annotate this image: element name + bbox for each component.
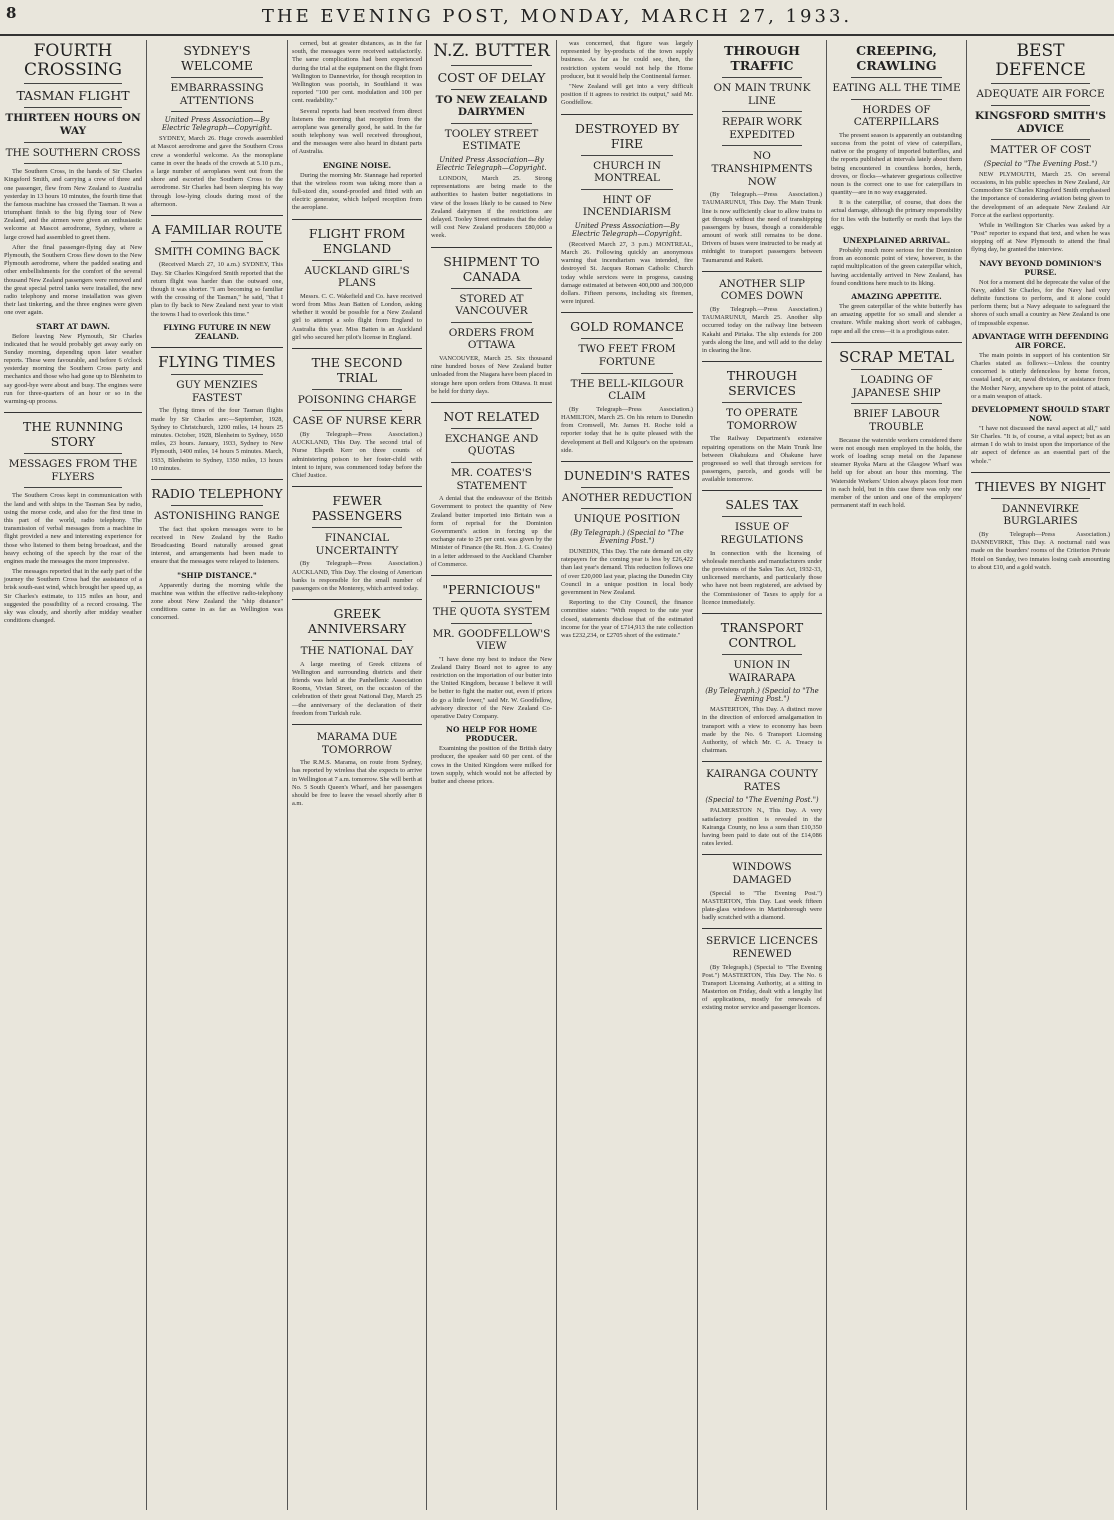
headline: SCRAP METAL (838, 347, 955, 366)
section-subhead: ADVANTAGE WITH DEFENDING AIR FORCE. (972, 331, 1109, 350)
headline: COST OF DELAY (437, 69, 546, 85)
headline: A FAMILIAR ROUTE (151, 221, 283, 237)
article-body: "I have done my best to induce the New Zealand Dairy Board not to agree to any restriction on the importation of our butter into the United Kingdom, because I believe it will be better to fight the matter out, even if prices do go a little lower," said Mr. W. Goodfellow, advisory director of the New Zealand Co-operative Dairy Company. (431, 655, 552, 721)
article-body: The green caterpillar of the white butterfly has an amazing appetite for so small and slender a creature. While making short work of cabbages, rape and all the cress—it is a prodigious eater. (831, 302, 962, 335)
headline: N.Z. BUTTER (433, 41, 550, 61)
subheadline: ASTONISHING RANGE (154, 509, 280, 522)
wire-credit: (By Telegraph.) (Special to "The Evening Post.") (705, 687, 819, 704)
subheadline: UNIQUE POSITION (573, 513, 681, 526)
subheadline: THE QUOTA SYSTEM (432, 605, 551, 618)
subheadline: KINGSFORD SMITH'S ADVICE (975, 109, 1106, 135)
article-body: A large meeting of Greek citizens of Wellington and surrounding districts and their friends was held at the Panhellenic Association Rooms, Vivian Street, on the occasion of the celebration of their great National Day, March 25—the anniversary of the declaration of their freedom from Turkish rule. (292, 660, 422, 717)
headline: SHIPMENT TO CANADA (443, 253, 540, 284)
headline: FOURTH CROSSING (24, 41, 122, 80)
headline: SALES TAX (725, 497, 799, 513)
headline: GREEK ANNIVERSARY (307, 606, 407, 637)
subheadline: CHURCH IN MONTREAL (593, 159, 661, 185)
subheadline: MR. GOODFELLOW'S VIEW (432, 627, 551, 653)
article-body: Examining the position of the British dairy producer, the speaker said 60 per cent. of the cows in the United Kingdom were milked for town supply, which would not be affected by butter and cheese prices. (431, 745, 552, 785)
subheadline: NO TRANSHIPMENTS NOW (711, 150, 813, 188)
headline: BEST DEFENCE (995, 41, 1086, 80)
article-body: The Southern Cross, in the hands of Sir Charles Kingsford Smith, and carrying a crew of three and one passenger, flew from New Zealand to Australia yesterday in 13 hours 10 minutes, the fourth time that the famous machine has crossed the Tasman. It was a triumphant finish to the big flying tour of New Zealand, and the airmen were given an enthusiastic welcome at Mascot aerodrome, Sydney, where a large crowd had assembled to greet them. After the final passenger-flying day at New Plymouth, the Southern Cross flew down to the New Plymouth aerodrome, where the padded seating and other embellishments for the comfort of the several thousand New Zealand passengers were removed and the great special petrol tanks were installed, the new radio telephony and morse installation was given their last tinkering, and the three engines were given one over again. (4, 168, 142, 317)
subheadline: ANOTHER REDUCTION (561, 491, 693, 504)
headline: RADIO TELEPHONY (151, 485, 283, 501)
subheadline: MR. COATES'S STATEMENT (451, 467, 532, 492)
subheadline: TOOLEY STREET ESTIMATE (444, 127, 539, 153)
wire-credit: (Special to "The Evening Post.") (983, 159, 1098, 168)
wire-credit: United Press Association—By Electric Telegraph—Copyright. (161, 116, 273, 133)
article-body: Messrs. C. C. Wakefield and Co. have received word from Miss Jean Batten of London, asking whether it would be possible for a New Zealand girl to attempt a solo flight from England to Australia this year. Miss Batten is an Auckland girl who secured her pilot's license in England. (292, 292, 422, 341)
subheadline: SMITH COMING BACK (154, 245, 280, 258)
article-body: NEW PLYMOUTH, March 25. On several occasions, in his public speeches in New Zealand, Air Commodore Sir Charles Kingsford Smith emphasised the importance of considering aviation being given to the development of an adequate New Zealand Air Force at the earliest opportunity. While in Wellington Sir Charles was asked by a "Post" reporter to expand that text, and when he was stopping off at New Plymouth to attend the final flying day, he granted the interview. (971, 170, 1110, 254)
article-body: LONDON, March 25. Strong representations are being made to the authorities to hasten butter negotiations in view of the losses likely to be caused to New Zealand dairymen if the restrictions are delayed. Tooley Street estimates that the delay will cost New Zealand producers £80,000 a week. (431, 175, 552, 240)
headline: SERVICE LICENCES RENEWED (705, 935, 819, 960)
article-body: The flying times of the four Tasman flights made by Sir Charles are:—September, 1928, Sydney to Christchurch, 1200 miles, 14 hours 25 minutes. October, 1928, Blenheim to Sydney, 1650 miles, 23 hours. January, 1933, Sydney to New Plymouth, 1400 miles, 14 hours 5 minutes. March, 1933, Blenheim to Sydney, 1350 miles, 13 hours 10 minutes. (151, 407, 283, 472)
article-body: A denial that the endeavour of the British Government to protect the quantity of New Zealand butter imported into Britain was a form of reprisal for the Dominion Government's action in forcing up the exchange rate to 25 per cent. was given by the Minister of Finance (the Rt. Hon. J. G. Coates) in a letter addressed to the Auckland Chamber of Commerce. (431, 495, 552, 568)
headline: THE RUNNING STORY (22, 419, 124, 450)
column-3 (288, 40, 426, 1510)
subheadline: LOADING OF JAPANESE SHIP (852, 374, 941, 399)
subheadline: TWO FEET FROM FORTUNE (578, 343, 676, 368)
subheadline: ORDERS FROM OTTAWA (448, 326, 535, 352)
headline: CREEPING, CRAWLING (856, 43, 937, 73)
headline: TRANSPORT CONTROL (720, 619, 804, 650)
headline: FLYING TIMES (158, 352, 276, 371)
article-body: MASTERTON, This Day. A distinct move in the direction of enforced amalgamation in transport with a view to economy has been made by the No. 6 Transport Licensing Authority, of which Mr. C. A. Treacy is chairman. (702, 706, 822, 755)
article-body: cerned, but at greater distances, as in the far south, the messages were received satisfactorily. The same complications had been experienced during the trial at the equipment on the flight from Wellington to Dannevirke, for though reception in Wellington was poorish, in Southland it was reported "100 per cent. modulation and 100 per cent. readability." Several reports had been received from direct listeners the morning that reception from the aeroplane was generally good, he said. In the far south telephony was well received throughout, and the messages were also heard in distant parts of Australia. (292, 40, 422, 156)
headline: THROUGH TRAFFIC (724, 43, 800, 73)
column-4 (427, 40, 556, 1510)
article-body: Probably much more serious for the Dominion from an economic point of view, however, is the rapid multiplication of the green caterpillar which, having accidentally arrived in New Zealand, has found conditions here much to its liking. (831, 247, 962, 287)
column-2 (147, 40, 287, 1510)
section-subhead: "SHIP DISTANCE." (177, 570, 257, 580)
subheadline: GUY MENZIES FASTEST (176, 379, 258, 404)
section-subhead: AMAZING APPETITE. (851, 291, 942, 301)
article-body: Before leaving New Plymouth, Sir Charles indicated that he would probably get away early on Sunday morning, depending upon later weather reports. These were favourable, and before 6 o'clock yesterday morning the Southern Cross party and mechanics and those who had gone up to Blenheim to say good-bye were about and busy. The engines were run for three-quarters of an hour or so in the warming-up process. (4, 332, 142, 406)
subheadline: UNION IN WAIRARAPA (728, 658, 796, 684)
subheadline: MESSAGES FROM THE FLYERS (8, 458, 138, 483)
masthead (0, 0, 1114, 36)
newspaper-title: THE EVENING POST, MONDAY, MARCH 27, 1933. (261, 6, 853, 27)
article-body: was concerned, that figure was largely represented by by-products of the town supply business. As far as he could see, then, the restriction system would not help the Home producer, but it would help the Continental farmer. "New Zealand will get into a very difficult position if it agrees to restrict its output," said Mr. Goodfellow. (561, 40, 693, 107)
subheadline: EMBARRASSING ATTENTIONS (170, 82, 264, 107)
subheadline: HORDES OF CATERPILLARS (853, 103, 940, 129)
article-body: The fact that spoken messages were to be received in New Zealand by the Radio Broadcasting Board naturally aroused great interest, and arrangements had been made to ensure that the messages were relayed to listeners. (151, 525, 283, 566)
article-body: The Southern Cross kept in communication with the land and with ships in the Tasman Sea by radio, using the morse code, and also for the first time in this part of the world, radio telephony. The transmission of verbal messages from a machine in flight provided a new and interesting experience for those who listened to them being broadcast, and the heavy echoing of the speech by the roar of the engines made the messages the more impressive. The messages reported that in the early part of the journey the Southern Cross had the assistance of a brisk south-east wind, which brought her speed up, as Sir Charles's estimate, to 115 miles an hour, and suggested the possibility of a record crossing. The sky was cloudy, and shortly after midday weather conditions changed. (4, 492, 142, 625)
article-body: VANCOUVER, March 25. Six thousand nine hundred boxes of New Zealand butter unloaded from the Niagara have been placed in storage here upon orders from Ottawa. It must be held for thirty days. (431, 354, 552, 395)
section-subhead: DEVELOPMENT SHOULD START NOW. (971, 404, 1110, 423)
article-body: (By Telegraph.—Press Association.) TAUMARUNUI, This Day. The Main Trunk line is now sufficiently clear to allow trains to get through without the need of transhipping passengers by buses, though a considerable amount of work still remains to be done. Drivers of buses were instructed to be ready at midnight to transport passengers between Taumarunui and Raketi. (702, 191, 822, 264)
article-body: (By Telegraph.—Press Association.) TAUMARUNUI, March 25. Another slip occurred today on the railway line between Kakahi and Piriaka. The slip extends for 200 yards along the line, and will add to the delay in clearing the line. (702, 306, 822, 354)
headline: FLIGHT FROM ENGLAND (308, 225, 406, 256)
headline: SYDNEY'S WELCOME (180, 43, 253, 73)
subheadline: AUCKLAND GIRL'S PLANS (304, 264, 410, 290)
subheadline: ON MAIN TRUNK LINE (713, 82, 811, 107)
wire-credit: United Press Association—By Electric Telegraph—Copyright. (571, 221, 683, 238)
subheadline: ISSUE OF REGULATIONS (720, 521, 804, 547)
headline: DESTROYED BY FIRE (574, 120, 680, 151)
headline: THROUGH SERVICES (726, 368, 798, 399)
subheadline: HINT OF INCENDIARISM (582, 193, 672, 219)
article-body: (Special to "The Evening Post.") MASTERTON, This Day. Last week fifteen plate-glass windows in Martinborough were badly scratched with a diamond. (702, 889, 822, 922)
wire-credit: United Press Association—By Electric Telegraph—Copyright. (436, 156, 547, 173)
article-body: (By Telegraph—Press Association.) DANNEVIRKE, This Day. A nocturnal raid was made on the boarders' rooms of the Criterion Private Hotel on Sunday, two inmates losing cash amounting to about £10, and a gold watch. (971, 531, 1110, 571)
subheadline: TO NEW ZEALAND DAIRYMEN (435, 93, 548, 119)
headline: GOLD ROMANCE (570, 319, 684, 335)
column-6 (698, 40, 826, 1510)
article-body: (By Telegraph—Press Association.) HAMILTON, March 25. On his return to Dunedin from Cromwell, Mr. James H. Roche told a reporter today that he is quite pleased with the development at Bell and Kilgour's on the upstream side. (561, 405, 693, 454)
article-body: (By Telegraph—Press Association.) AUCKLAND, This Day. The closing of American banks is responsible for the small number of passengers on the Monterey, which arrived today. (292, 560, 422, 592)
column-5 (557, 40, 697, 1510)
subheadline: THIRTEEN HOURS ON WAY (5, 112, 141, 137)
headline: WINDOWS DAMAGED (732, 861, 792, 886)
article-body: Apparently during the morning while the machine was within the effective radio-telephony zone about New Zealand the "ship distance" conditions came in as far as Wellington was concerned. (151, 581, 283, 622)
headline: DUNEDIN'S RATES (563, 467, 691, 483)
subheadline: ADEQUATE AIR FORCE (976, 88, 1105, 101)
article-body: The present season is apparently an outstanding success from the point of view of caterpillars, native or the progeny of imported butterflies, and the reports published at intervals lately about them being encountered in countless hordes, herds, droves, or flocks—whatever gregarious collective noun is the correct one to use for caterpillars in quantity—are in no way exaggerated. It is the caterpillar, of course, that does the actual damage, although the primary responsibility for it lies with the butterfly or moth that lays the eggs. (831, 131, 962, 231)
article-body: The R.M.S. Marama, on route from Sydney, has reported by wireless that she expects to arrive in Wellington at 7 a.m. tomorrow. She will berth at No. 5 South Queen's Wharf, and her passengers should be free to leave the vessel shortly after 8 a.m. (292, 759, 422, 808)
article-body: During the morning Mr. Stannage had reported that the wireless room was taking more than a full-sized din, sound-proofed and fitted with an electric generator, which helped reception from the aeroplane. (292, 171, 422, 212)
headline: FEWER PASSENGERS (311, 493, 403, 524)
subheadline: REPAIR WORK EXPEDITED (722, 116, 802, 141)
headline: KAIRANGA COUNTY RATES (706, 768, 818, 793)
headline: THE SECOND TRIAL (311, 354, 403, 385)
wire-credit: (Special to "The Evening Post.") (705, 796, 819, 805)
page-number: 8 (6, 4, 17, 22)
subheadline: FINANCIAL UNCERTAINTY (315, 532, 399, 557)
headline: THIEVES BY NIGHT (975, 478, 1106, 494)
article-body: (By Telegraph—Press Association.) AUCKLAND, This Day. The second trial of Nurse Elspeth Kerr on three counts of administering poison to her foster-child with intent to injure, was commenced today before the Chief Justice. (292, 431, 422, 479)
article-body: Not for a moment did he deprecate the value of the Navy, added Sir Charles, for the Navy had very definite functions to perform, and it alone could perform them; but a Navy adequate to safeguard the shores of such small a country as New Zealand is one of impossible expense. (971, 278, 1110, 327)
article-body: The Railway Department's extensive repairing operations on the Main Trunk line between Okahukura and Ohakune have progressed so well that through services for passengers, parcels, and goods will be available tomorrow. (702, 435, 822, 484)
column-8 (967, 40, 1114, 1510)
subheadline: BRIEF LABOUR TROUBLE (853, 408, 940, 433)
column-7 (827, 40, 966, 1510)
article-body: In connection with the licensing of wholesale merchants and manufacturers under the provisions of the Sales Tax Act, 1932-33, unlicensed merchants, and particularly those who have not been registered, are advised by the Commissioner of Taxes to apply for a licence immediately. (702, 549, 822, 606)
subheadline: THE BELL-KILGOUR CLAIM (570, 377, 684, 403)
headline: ANOTHER SLIP COMES DOWN (719, 277, 805, 303)
subheadline: EATING ALL THE TIME (832, 82, 961, 94)
section-subhead: ENGINE NOISE. (322, 160, 392, 170)
section-subhead: NO HELP FOR HOME PRODUCER. (446, 725, 537, 744)
article-body: SYDNEY, March 26. Huge crowds assembled at Mascot aerodrome and gave the Southern Cross crew a wonderful welcome. As the monoplane came in over the heads of the crowds at 5.10 p.m., a large number of aeroplanes went out from the shore and escorted the Southern Cross to the aerodrome. Sir Charles had been sleeping his way through low-lying clouds during most of the afternoon. (151, 135, 283, 208)
article-body: (Received March 27, 3 p.m.) MONTREAL, March 26. Following quickly an anonymous warning that incendiarism was intended, fire destroyed St. Jacques Roman Catholic Church today while services were in progress, causing damage estimated at between 400,000 and 300,000 dollars. Fifteen persons, including six firemen, were injured. (561, 240, 693, 306)
headline: NOT RELATED (443, 408, 540, 424)
section-subhead: NAVY BEYOND DOMINION'S PURSE. (979, 258, 1102, 277)
article-body: The main points in support of his contention Sir Charles stated as follows:—Unless the country concerned is utterly defenceless by home forces, coastal land, or air, naval division, or assistance from the Mother Navy, anywhere up to the point of attack, or a main weapon of attack. (971, 351, 1110, 400)
column-1 (0, 40, 146, 1510)
subheadline: DANNEVIRKE BURGLARIES (1001, 502, 1080, 528)
subheadline: EXCHANGE AND QUOTAS (444, 432, 539, 458)
article-body: (Received March 27, 10 a.m.) SYDNEY, This Day. Sir Charles Kingsford Smith reported that the return flight was harder than the outward one, though it was shorter. "I am becoming so familiar with the crossing of the Tasman," he said, "that I plan to fly back to New Zealand next year to visit the towns I had to overlook this time." (151, 261, 283, 318)
subheadline: MATTER OF COST (990, 144, 1091, 157)
article-body: (By Telegraph.) (Special to "The Evening Post.") MASTERTON, This Day. The No. 6 Transport Licensing Authority, at a sitting in Masterton on Friday, dealt with a lengthy list of applications, mostly for renewals of existing motor service and passenger licences. (702, 963, 822, 1012)
subheadline: THE NATIONAL DAY (300, 645, 414, 658)
section-subhead: UNEXPLAINED ARRIVAL. (842, 236, 951, 246)
article-body: "I have not discussed the naval aspect at all," said Sir Charles. "It is, of course, a vital aspect; but as an airman I do wish to insist upon the importance of the air aspect of defence as an essential part of the whole." (971, 424, 1110, 465)
article-body: Because the waterside workers considered there were not enough men employed in the holds, the work of loading scrap metal on the Japanese steamer Ryoka Maru at the Glasgow Wharf was held up for about an hour this morning. The Waterside Workers' Union always places four men in each hold, but in this case there was only one member of the union and one of the employers' permanent staff in each hold. (831, 436, 962, 510)
section-subhead: FLYING FUTURE IN NEW ZEALAND. (163, 322, 271, 341)
headline: TASMAN FLIGHT (16, 88, 130, 104)
section-subhead: START AT DAWN. (36, 321, 110, 331)
subheadline: THE SOUTHERN CROSS (5, 146, 141, 159)
subheadline: CASE OF NURSE KERR (292, 415, 422, 428)
headline: "PERNICIOUS" (442, 581, 541, 597)
article-body: PALMERSTON N., This Day. A very satisfactory position is revealed in the Kairanga County, no less a sum than £10,350 having been paid to date out of the £14,086 rates levied. (702, 807, 822, 848)
subheadline: STORED AT VANCOUVER (455, 292, 528, 318)
headline: MARAMA DUE TOMORROW (316, 731, 398, 756)
subheadline: TO OPERATE TOMORROW (726, 407, 798, 432)
wire-credit: (By Telegraph.) (Special to "The Evening Post.") (570, 529, 684, 546)
subheadline: POISONING CHARGE (297, 393, 417, 406)
article-body: DUNEDIN, This Day. The rate demand on city ratepayers for the coming year is less by £26,422 than last year's demand. This reduction follows one of over £20,000 last year, placing the Dunedin City Council in a unique position in local body government in New Zealand. Reporting to the City Council, the finance committee states: "With respect to the rate year closed, statements disclose that of the estimated income for the year of £714,913 the rate collection was £232,234, or £2705 short of the estimate." (561, 548, 693, 639)
